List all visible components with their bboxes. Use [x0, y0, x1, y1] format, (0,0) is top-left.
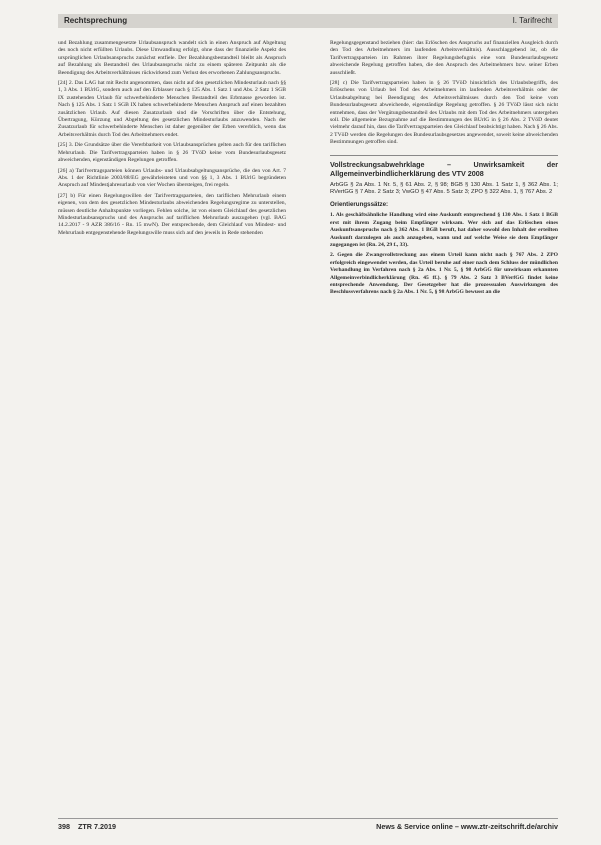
- statute-references: ArbGG § 2a Abs. 1 Nr. 5, § 61 Abs. 2, § 98; BGB § 130 Abs. 1 Satz 1, § 362 Abs. 1; RVertGG § 7 Abs. 2 Satz 3; VwGO § 47 Abs. 5 Satz 3; ZPO § 322 Abs. 1, § 767 Abs. 2: [330, 181, 558, 196]
- paragraph: [27] b) Für einen Regelungswillen der Tarifvertragsparteien, den tariflichen Mehrurlaub einem eigenen, von dem des gesetzlichen Mindesturlaubs abweichenden Regelungsregime zu unterstellen, müssen deutliche Anhaltspunkte vorliegen. Fehlen solche, ist von einem Gleichlauf des gesetzlichen Mindesturlaubsanspruchs und des Anspruchs auf tariflichen Mehrurlaub auszugehen (vgl. BAG 14.2.2017 - 9 AZR 386/16 - Rn. 15 mwN). Der entsprechende, dem Gleichlauf von Mindest- und Mehrurlaub entgegenstehende Regelungswille muss sich auf den jeweils in Rede stehenden: [58, 192, 286, 236]
- guideline-2: 2. Gegen die Zwangsvollstreckung aus einem Urteil kann nicht nach § 767 Abs. 2 ZPO erfolgreich eingewendet werden, das Urteil beruhe auf einer nach dem Schluss der mündlichen Verhandlung im Verfahren nach § 2a Abs. 1 Nr. 5, § 98 ArbGG für unwirksam erkannten Allgemeinverbindlicherklärung (Rn. 45 ff.). § 79 Abs. 2 Satz 3 BVerfGG findet keine entsprechende Anwendung. Der Gesetzgeber hat die prozessualen Auswirkungen des Beschlussverfahrens nach § 2a Abs. 1 Nr. 5, § 98 ArbGG bewusst an die: [330, 252, 558, 296]
- page-footer: [58, 818, 558, 834]
- paragraph: [28] c) Die Tarifvertragsparteien haben in § 26 TVöD hinsichtlich des Urlaubsbegriffs, des Erlöschens von Urlaub bei Tod des Arbeitnehmers im laufenden Arbeitsverhältnis oder der Urlaubsabgeltung bei Beendigung des Arbeitsverhältnisses durch den Tod keine vom Bundesurlaubsgesetz abweichende, eigenständige Regelung getroffen. § 26 TVöD lässt sich nicht entnehmen, dass der Vergütungsbestandteil des Urlaubs mit dem Tod des Arbeitnehmers untergehen soll. Die allgemeine Bezugnahme auf die Bestimmungen des BUrlG in § 26 Abs. 2 TVöD deutet vielmehr darauf hin, dass die Tarifvertragsparteien den Gleichlauf beabsichtigt haben. Nach § 26 Abs. 2 TVöD werden die Regelungen des Bundesurlaubsgesetzes angewendet, soweit keine abweichenden Bestimmungen getroffen sind.: [330, 80, 558, 146]
- left-column: [58, 40, 286, 240]
- right-column: [330, 40, 558, 300]
- archive-link[interactable]: News & Service online – www.ztr-zeitschrift.de/archiv: [376, 822, 558, 831]
- guideline-1: 1. Als geschäftsähnliche Handlung wird eine Auskunft entsprechend § 130 Abs. 1 Satz 1 BGB erst mit ihrem Zugang beim Empfänger wirksam. Wer sich auf das Erlöschen eines Auskunftsanspruchs nach § 362 Abs. 1 BGB beruft, hat daher sowohl den Inhalt der erteilten Auskunft darzulegen als auch anzugeben, wann und auf welche Weise sie dem Empfänger zugegangen ist (Rn. 24, 29 f., 33).: [330, 212, 558, 248]
- paragraph: und Bezahlung zusammengesetzte Urlaubsanspruch wandelt sich in einen Anspruch auf Abgeltung des noch nicht erfüllten Urlaubs. Diese Umwandlung erfolgt, ohne dass der finanzielle Aspekt des ursprünglichen Urlaubsanspruchs zunächst entfiele. Der Bezahlungsbestandteil bleibt als Anspruch auf Bezahlung als Bestandteil des Urlaubsanspruchs nicht zu einem späteren Zeitpunkt als die Beendigung des Arbeitsverhältnisses rückwirkend zum Verlust des erworbenen Zahlungsanspruchs.: [58, 40, 286, 76]
- paragraph: [25] 3. Die Grundsätze über die Vererbbarkeit von Urlaubsansprüchen gelten auch für den tariflichen Mehrurlaub. Die Tarifvertragsparteien haben in § 26 TVöD keine vom Bundesurlaubsgesetz abweichenden, eigenständigen Regelungen getroffen.: [58, 142, 286, 164]
- topic-title: I. Tarifrecht: [512, 16, 552, 25]
- page-number: 398: [58, 822, 70, 831]
- page-header: [58, 14, 558, 28]
- paragraph: [26] a) Tarifvertragsparteien können Urlaubs- und Urlaubsabgeltungsansprüche, die den von Art. 7 Abs. 1 der Richtlinie 2003/88/EG gewährleisteten und von §§ 1, 3 Abs. 1 BUrlG begründeten Anspruch auf Mindestjahresurlaub von vier Wochen übersteigen, frei regeln.: [58, 167, 286, 189]
- paragraph: Regelungsgegenstand beziehen (hier: das Erlöschen des Anspruchs auf finanziellen Ausgleich durch den Tod des Arbeitnehmers im laufenden Arbeitsverhältnis). Ausschlaggebend ist, ob die Tarifvertragsparteien im Rahmen ihrer Regelungsbefugnis eine vom Bundesurlaubsgesetz abweichende Regelung getroffen haben, die den Anspruch des Arbeitnehmers bzw. seiner Erben ausschließt.: [330, 40, 558, 76]
- section-title: Rechtsprechung: [64, 16, 128, 25]
- guidelines-heading: Orientierungssätze:: [330, 200, 389, 208]
- decision-title: Vollstreckungsabwehrklage – Unwirksamkeit der Allgemeinverbindlicherklärung des VTV 2008: [330, 155, 558, 178]
- paragraph: [24] 2. Das LAG hat mit Recht angenommen, dass nicht auf den gesetzlichen Mindesturlaub nach §§ 1, 3 Abs. 1 BUrlG, sondern auch auf den Erblasser nach § 125 Abs. 1 Satz 1 und Abs. 2 Satz 1 SGB IX zustehenden Urlaub für schwerbehinderte Menschen Bestandteil des Erbmasse geworden ist. Nach § 125 Abs. 1 Satz 1 SGB IX haben schwerbehinderte Menschen Anspruch auf einen bezahlten zusätzlichen Urlaub. Auf diesen Zusatzurlaub sind die Vorschriften über die Entstehung, Übertragung, Kürzung und Abgeltung des gesetzlichen Mindesturlaubs anzuwenden. Nach der Zusatzurlaub für schwerbehinderte Menschen ist daher gegenüber der Erben vererblich, wenn das Arbeitsverhältnis durch Tod des Arbeitnehmers endet.: [58, 80, 286, 138]
- journal-issue: ZTR 7.2019: [78, 822, 116, 831]
